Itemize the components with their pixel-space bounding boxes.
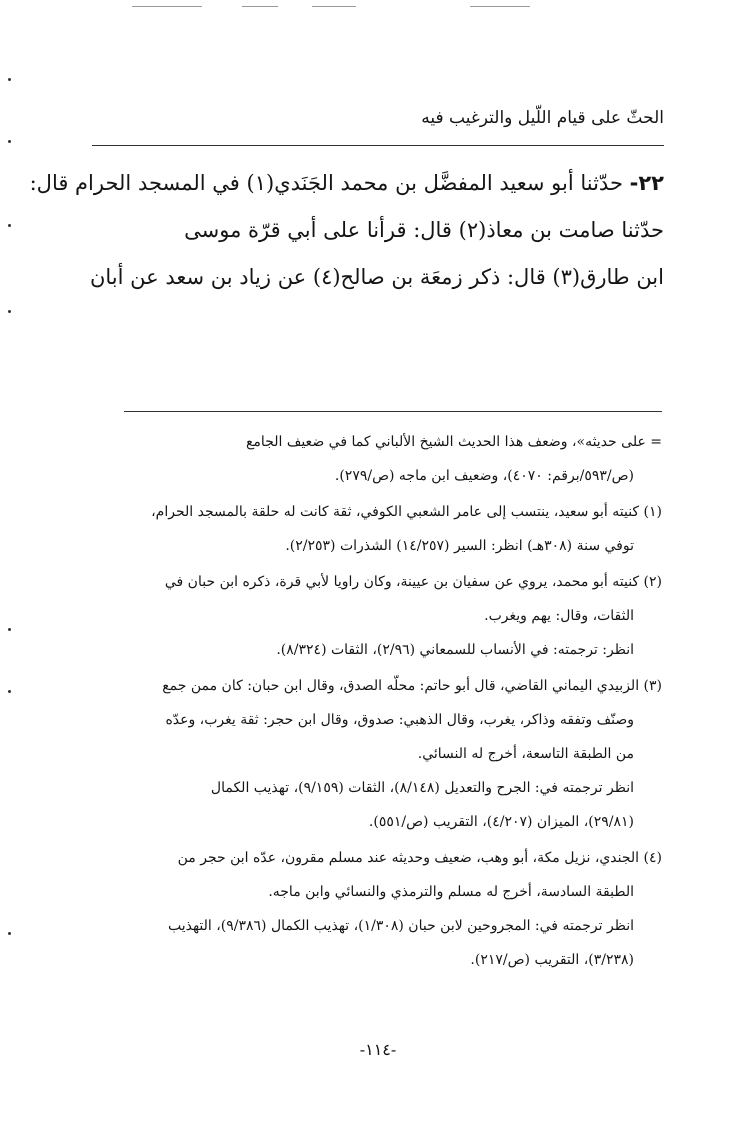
footnote-2: (٢) كنيته أبو محمد، يروي عن سفيان بن عيينة، وكان راويا لأبي قرة، ذكره ابن حبان في الثقات، وقال: يهم ويغرب. انظر: ترجمته: في الأنساب للسمعاني (٢/٩٦)، الثقات (٨/٣٢٤). [164,574,662,658]
hadith-number: ٢٢- [629,171,664,195]
footnote-4: (٤) الجندي، نزيل مكة، أبو وهب، ضعيف وحديثه عند مسلم مقرون، عدّه ابن حجر من الطبقة السادسة، أخرج له مسلم والترمذي والنسائي وابن ماجه. انظر ترجمته في: المجروحين لابن حبان (١/٣٠٨)، تهذيب الكمال (٩/٣٨٦)، التهذيب (٣/٢٣٨)، التقريب (ص/٢١٧). [167,850,662,968]
scan-artifact-line [132,6,202,7]
scan-speck [8,78,11,81]
footnote-continuation: = على حديثه»، وضعف هذا الحديث الشيخ الألباني كما في ضعيف الجامع (ص/٥٩٣/برقم: ٤٠٧٠)، وضعيف ابن ماجه (ص/٢٧٩). [245,434,662,484]
hadith-text [29,160,664,301]
footnote-3: (٣) الزبيدي اليماني القاضي، قال أبو حاتم: محلّه الصدق، وقال ابن حبان: كان ممن جمع وصنّف وتفقه وذاكر، يغرب، وقال الذهبي: صدوق، وقال ابن حجر: ثقة يغرب، وعدّه من الطبقة التاسعة، أخرج له النسائي. انظر ترجمته في: الجرح والتعديل (٨/١٤٨)، الثقات (٩/١٥٩)، تهذيب الكمال (٢٩/٨١)، الميزان (٤/٢٠٧)، التقريب (ص/٥٥١). [162,678,662,830]
hadith-line-1: ٢٢- حدّثنا أبو سعيد المفضَّل بن محمد الجَنَدي(١) في المسجد الحرام قال: [29,171,664,195]
scan-speck [8,690,11,693]
scan-speck [8,140,11,143]
footnote-1: (١) كنيته أبو سعيد، ينتسب إلى عامر الشعبي الكوفي، ثقة كانت له حلقة بالمسجد الحرام، توفي سنة (٣٠٨هـ) انظر: السير (١٤/٢٥٧) الشذرات (٢/٢٥٣). [151,504,662,554]
header-divider [92,145,664,146]
scan-speck [8,224,11,227]
hadith-line-2: حدّثنا صامت بن معاذ(٢) قال: قرأنا على أبي قرّة موسى [184,218,664,242]
hadith-line-3: ابن طارق(٣) قال: ذكر زمعَة بن صالح(٤) عن زياد بن سعد عن أبان [89,265,664,289]
scan-speck [8,628,11,631]
scan-artifact-line [470,6,530,7]
scan-speck [8,310,11,313]
scan-artifact-line [242,6,278,7]
footnotes [90,425,662,979]
scan-artifact-line [312,6,356,7]
page-number: -١١٤- [359,1040,397,1059]
running-header: الحثّ على قيام اللّيل والترغيب فيه [421,108,664,128]
scan-speck [8,932,11,935]
footnote-divider [124,411,662,412]
